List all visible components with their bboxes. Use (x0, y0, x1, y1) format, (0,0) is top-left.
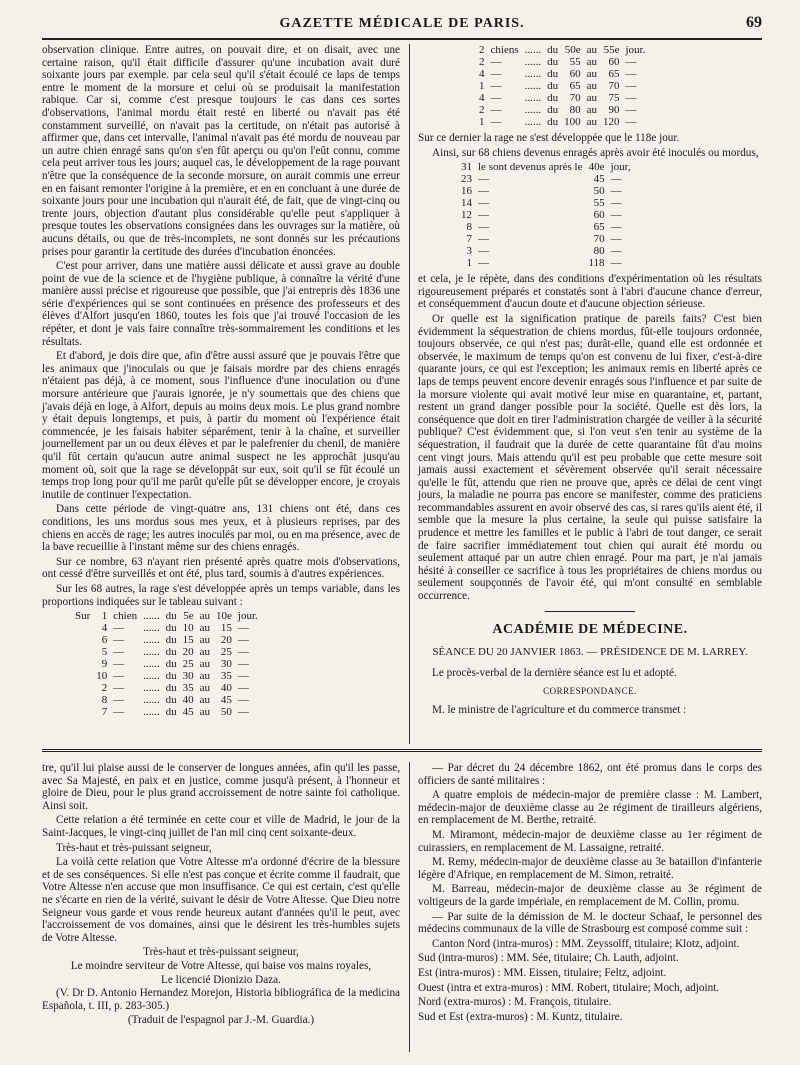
table-cell: du (547, 104, 559, 116)
table-row (72, 634, 261, 646)
table-cell: au (586, 80, 597, 92)
table-cell: 1 (466, 257, 472, 270)
paragraph: Sur les 68 autres, la rage s'est développée après un temps variable, dans les proportions indiquées sur le tableau suivant : (42, 582, 400, 608)
table-cell: — (113, 682, 125, 695)
session-line: SÉANCE DU 20 JANVIER 1863. — PRÉSIDENCE DE M. LARREY. (432, 646, 748, 659)
table-cell: 16 (461, 185, 472, 198)
table-cell: 40e (588, 161, 605, 174)
table-row (476, 44, 648, 56)
table-cell: — (113, 706, 125, 719)
table-cell: — (490, 116, 502, 128)
table-cell: ...... (524, 56, 542, 68)
column-divider-lower (409, 762, 410, 1052)
column-lower-right (418, 762, 762, 1025)
paragraph: M. Barreau, médecin-major de deuxième classe au 3e régiment de voltigeurs de la garde impériale, en remplacement de M. Collin, promu. (418, 883, 762, 908)
section-divider (42, 749, 762, 752)
table-cell: — (610, 245, 622, 258)
table-cell (72, 670, 93, 682)
paragraph: A quatre emplois de médecin-major de première classe : M. Lambert, médecin-major de deuxième classe au 2e régiment de tirailleurs algériens, en remplacement de M. Berthe, retraité. (418, 789, 762, 827)
table-cell: 2 (479, 44, 485, 56)
table-cell: 30 (220, 658, 232, 671)
table-cell: 3 (466, 245, 472, 258)
table-cell: ...... (524, 80, 542, 92)
table-cell: — (237, 670, 249, 683)
table-cell: — (610, 257, 622, 270)
table-cell: — (490, 80, 502, 92)
table-cell: du (547, 92, 559, 104)
table-cell: 55e (603, 44, 620, 56)
table-cell: 50e (564, 44, 581, 56)
table-cell: 4 (101, 622, 108, 635)
paragraph: C'est pour arriver, dans une matière aussi délicate et aussi grave au double point de vue de la science et de l'hygiène publique, à connaître la vérité d'une manière aussi précise et rigoureuse que possible, que j'ai entrepris dès 1836 une série d'expériences qui se sont continuées en présence des professeurs et des élèves d'Alfort jusqu'en 1860, toutes les fois que j'ai trouvé l'occasion de les répéter, et dont je vais faire connaître très-sommairement les conditions et les résultats. (42, 260, 400, 348)
table-cell: 60 (593, 209, 605, 222)
table-cell: au (199, 658, 210, 671)
table-cell: 9 (101, 658, 108, 671)
table-cell: 25 (182, 658, 194, 671)
table-cell: Sur (75, 610, 91, 623)
table-cell: 1 (101, 610, 108, 623)
table-cell: — (490, 56, 502, 68)
table-cell: — (625, 80, 637, 92)
table-cell: — (113, 658, 125, 671)
table-cell: — (478, 173, 489, 186)
table-cell: — (478, 209, 489, 222)
table-cell: 2 (479, 104, 485, 116)
table-cell: ...... (143, 706, 160, 719)
table-cell: au (199, 682, 210, 695)
table-cell: — (478, 185, 489, 198)
paragraph: Et d'abord, je dois dire que, afin d'être aussi assuré que je pouvais l'être que les animaux que j'inoculais ou que je faisais mordre par des chiens enragés n'étaient pas déjà, à ce moment, sous l'influence d'une inoculation ou d'une morsure antérieure que j'aurais ignorée, je n'y soumettais que des chiens que j'avais déjà en loge, à Alfort, depuis au moins deux mois. Le plus grand nombre y était depuis longtemps, et puis, à partir du moment où l'expérience était commencée, je les faisais habiter séparément, tenir à la chaîne, et surveiller journellement par un ou deux élèves et par le palefrenier du chenil, de manière qu'il fût certain qu'aucun autre animal suspect ne les approchât jusqu'au moment où, soit que la rage se développât sur eux, soit qu'il se fût écoulé un temps trop long pour qu'il me parût qu'elle pût se développer encore, je croyais inutile de continuer l'expectation. (42, 350, 400, 501)
table-cell (72, 682, 93, 694)
table-cell: — (478, 233, 489, 246)
table-row (458, 233, 634, 245)
table-row (476, 92, 648, 104)
table-cell: — (113, 670, 125, 683)
table-cell: jour. (237, 610, 258, 623)
table-cell: — (490, 92, 502, 104)
table-cell: du (547, 116, 559, 128)
table-cell: du (165, 646, 177, 659)
table-cell: au (199, 694, 210, 707)
column-divider (409, 44, 410, 744)
table-cell: ...... (143, 622, 160, 635)
table-cell: du (547, 80, 559, 92)
section-heading: ACADÉMIE DE MÉDECINE. (492, 621, 688, 637)
table-cell: — (237, 622, 249, 635)
table-cell: 5 (101, 646, 108, 659)
table-cell: du (165, 694, 177, 707)
table-cell: du (547, 44, 559, 56)
table-cell: du (165, 670, 177, 683)
paragraph: Très-haut et très-puissant seigneur, (56, 841, 212, 854)
paragraph: M. le ministre de l'agriculture et du commerce transmet : (432, 704, 687, 716)
table-cell: 70 (593, 233, 605, 246)
table-cell: 31 (461, 161, 472, 174)
table-cell: 20 (182, 646, 194, 659)
table-cell: 55 (593, 197, 605, 210)
table-cell: au (199, 670, 210, 683)
table-cell: 60 (569, 68, 581, 80)
table-cell (72, 634, 93, 646)
table-cell: — (478, 257, 489, 270)
table-cell: du (165, 682, 177, 695)
table-cell: — (625, 92, 637, 104)
table-cell: — (625, 116, 637, 128)
table-cell: 10 (182, 622, 194, 635)
table-cell: 40 (182, 694, 194, 707)
paragraph: M. Miramont, médecin-major de deuxième classe au 1er régiment de cuirassiers, en remplacement de M. Lassaigne, retraité. (418, 828, 762, 854)
table-cell: — (610, 197, 622, 210)
table-cell: 2 (101, 682, 108, 695)
table-cell: 4 (479, 92, 485, 104)
table-cell: — (237, 634, 249, 647)
table-cell: 10e (216, 610, 232, 623)
paragraph: M. Remy, médecin-major de deuxième classe au 3e bataillon d'infanterie légère d'Afrique, en remplacement de M. Simon, retraité. (418, 856, 762, 881)
table-cell: 15 (182, 634, 194, 647)
table-cell: — (113, 622, 125, 635)
table-cell: au (199, 610, 210, 623)
table-cell: 12 (461, 209, 472, 222)
table-cell: 10 (96, 670, 108, 683)
table-cell: ...... (524, 116, 542, 128)
table-cell: — (610, 185, 622, 198)
table-cell: 40 (220, 682, 232, 695)
table-cell: — (478, 221, 489, 234)
page-number: 69 (746, 14, 762, 31)
table-cell: — (113, 634, 125, 647)
table-cell: au (586, 56, 597, 68)
table-cell: — (625, 68, 637, 80)
table-cell: au (586, 116, 597, 128)
table-cell: du (165, 622, 177, 635)
list-item: Sud (intra-muros) : MM. Sée, titulaire; Ch. Lauth, adjoint. (418, 952, 679, 965)
table-cell: ...... (143, 658, 160, 671)
table-cell: du (165, 610, 177, 623)
paragraph: Cette relation a été terminée en cette cour et ville de Madrid, le jour de la Saint-Jacques, le vingt-cinq juillet de l'an mil cinq cent soixante-deux. (42, 814, 400, 839)
signature-line: Le moindre serviteur de Votre Altesse, qui baise vos mains royales, (70, 959, 372, 972)
table-cell: 8 (466, 221, 472, 234)
rule (545, 611, 635, 612)
incubation-table-part1 (72, 610, 261, 718)
table-cell (72, 646, 93, 658)
table-cell: — (610, 233, 622, 246)
table-cell: du (165, 634, 177, 647)
table-cell: ...... (143, 646, 160, 659)
list-item: Canton Nord (intra-muros) : MM. Zeyssolff, titulaire; Klotz, adjoint. (432, 937, 740, 950)
table-cell (72, 706, 93, 718)
table-cell: 6 (101, 634, 108, 647)
column-upper-left (42, 44, 400, 722)
table-cell: 15 (220, 622, 232, 635)
table-cell (72, 658, 93, 670)
table-row (458, 257, 634, 269)
list-item: Sud et Est (extra-muros) : M. Kuntz, titulaire. (418, 1010, 623, 1023)
table-cell: 50 (593, 185, 605, 198)
paragraph: Or quelle est la signification pratique de pareils faits? C'est bien évidemment la séquestration de chiens mordus, fût-elle toujours ordonnée, toujours observée, ce qui n'est pas; durât-elle, quand elle est ordonnée et observée, le maximum de temps qu'on est convenu de lui fixer, c'est-à-dire quarante jours, ce qui est l'exception; les animaux remis en liberté après ce laps de temps peuvent encore devenir enragés sous l'influence et par suite de la morsure violente qui avait motivé leur mise en quarantaine, et, partant, restent un grand danger possible pour la société. Quelle est dès lors, la conséquence que doit en tirer l'administration chargée de veiller à la sécurité publique? C'est évidemment que, si l'on veut s'en tenir au système de la séquestration, il faudrait que la durée de cette quarantaine fût d'au moins cent vingt jours. Mais attendu qu'il est peu probable que cette mesure soit jamais aussi exactement et sévèrement observée qu'il serait nécessaire qu'elle le fût, attendu que rien ne prouve que, après ce délai de cent vingt jours, la maladie ne pourra pas encore se manifester, comme des praticiens recommandables assurent en avoir observé des cas, si rares qu'ils aient été, il semble que la mesure la plus certaine, la seule qui puisse satisfaire la prudence et mettre les familles et le public à l'abri de tout danger, ce serait de faire sacrifier immédiatement tout chien qui aurait été mordu ou seulement attaqué par un autre chien enragé. Pour ma part, je n'ai jamais hésité à conseiller ce sacrifice à tous les propriétaires de chiens mordus ou seulement soupçonnés de l'avoir été, qui m'ont consulté en semblable occurrence. (418, 312, 762, 603)
signature-line: Le licencié Dionizio Daza. (161, 973, 281, 986)
table-row (476, 104, 648, 116)
table-row (72, 694, 261, 706)
table-row (72, 706, 261, 718)
table-cell: — (237, 682, 249, 695)
table-cell: au (199, 646, 210, 659)
paragraph: — Par décret du 24 décembre 1862, ont été promus dans le corps des officiers de santé militaires : (418, 762, 762, 787)
table-cell: 35 (220, 670, 232, 683)
table-cell: — (237, 694, 249, 707)
table-cell: — (625, 104, 637, 116)
table-row (476, 80, 648, 92)
list-item: Ouest (intra et extra-muros) : MM. Robert, titulaire; Moch, adjoint. (418, 981, 720, 994)
citation: (V. Dr D. Antonio Hernandez Morejon, Historia bibliográfica de la medicina Española, t. III, p. 283-305.) (42, 987, 400, 1012)
table-cell: au (586, 68, 597, 80)
table-cell: — (113, 694, 125, 707)
table-cell: ...... (143, 610, 160, 623)
table-cell: 45 (593, 173, 605, 186)
table-cell: 65 (569, 80, 581, 92)
table-cell (72, 694, 93, 706)
table-cell: — (237, 706, 249, 719)
table-cell: 8 (101, 694, 108, 707)
paragraph: Sur ce nombre, 63 n'ayant rien présenté après quatre mois d'observations, ont cessé d'être surveillés et ont été, plus tard, soumis à d'autres expériences. (42, 555, 400, 581)
table-row (458, 173, 634, 185)
table-cell: 70 (569, 92, 581, 104)
table-cell: du (165, 706, 177, 719)
paragraph: observation clinique. Entre autres, on pouvait dire, et on disait, avec une certaine raison, qu'il était difficile d'assurer qu'une incubation avait duré soixante jours par exemple. par cela seul qu'il s'était écoulé ce laps de temps entre le moment de la morsure et celui où se produisait la manifestation rabique. Car si, comme c'est presque toujours le cas dans ces sortes d'observations, l'animal mordu était resté en liberté ou n'avait pas été constamment surveillé, on n'avait pas la certitude, on n'était pas autorisé à affirmer que, dans cet intervalle, l'animal n'avait pas été mordu de nouveau par un autre chien enragé sans qu'on s'en fût aperçu ou qu'on l'eût connu, comme cela peut arriver tous les jours; auquel cas, le développement de la rage pouvant n'être que la conséquence de la seconde morsure, on aurait commis une erreur en en faisant remonter l'origine à la première, et en en concluant à une durée de soixante jours pour une incubation qui n'aurait été, de fait, que de vingt-cinq ou trente jours, objection d'autant plus considérable qu'elle peut s'appliquer à presque toutes les observations consignées dans les ouvrages sur la matière, où aucuns détails, ou que de très-incomplets, ne sont donnés sur les précautions prises pour garantir la certitude des durées d'incubation énoncées. (42, 44, 400, 258)
paragraph: La voilà cette relation que Votre Altesse m'a ordonné d'écrire de la blessure et de ses conséquences. Si elle n'est pas conçue et écrite comme il faudrait, que Votre Altesse n'en accuse que mon insuffisance. Ce qui est certain, c'est qu'elle ne s'écarte en rien de la vérité, suivant le désir de Votre Altesse. Que Dieu notre Seigneur vous garde et vous rende heureux autant d'années qu'il le peut, avec l'accroissement de vos domaines, ainsi que le désirent les très-humbles sujets de Votre Altesse. (42, 856, 400, 944)
table-row (458, 221, 634, 233)
table-cell: au (199, 706, 210, 719)
table-cell: 75 (608, 92, 620, 104)
incubation-table-part2 (476, 44, 648, 128)
table-row (72, 646, 261, 658)
table-cell: ...... (524, 92, 542, 104)
paragraph: et cela, je le répète, dans des conditions d'expérimentation où les résultats rigoureusement préparés et constatés sont à l'abri d'aucune chance d'erreur, et conséquemment d'aucun doute et d'aucune objection sérieuse. (418, 273, 762, 311)
table-cell: 80 (593, 245, 605, 258)
table-cell: 50 (220, 706, 232, 719)
table-cell: — (625, 56, 637, 68)
table-cell: du (547, 68, 559, 80)
table-row (476, 116, 648, 128)
paragraph: Ainsi, sur 68 chiens devenus enragés après avoir été inoculés ou mordus, (432, 146, 759, 159)
table-cell: jour, (610, 161, 631, 174)
table-cell: au (199, 634, 210, 647)
table-row (476, 56, 648, 68)
table-cell: — (478, 245, 489, 258)
table-cell: 1 (479, 116, 485, 128)
table-cell: 120 (603, 116, 620, 128)
table-cell: 65 (593, 221, 605, 234)
table-row (72, 622, 261, 634)
list-item: Nord (extra-muros) : M. François, titulaire. (418, 996, 612, 1009)
table-cell: 45 (220, 694, 232, 707)
table-cell: 5e (183, 610, 194, 623)
table-cell: 60 (608, 56, 620, 68)
table-cell: 100 (564, 116, 581, 128)
table-cell: 65 (608, 68, 620, 80)
table-cell: — (113, 646, 125, 659)
list-item: Est (intra-muros) : MM. Eissen, titulaire; Feltz, adjoint. (418, 966, 667, 979)
table-cell: 70 (608, 80, 620, 92)
table-cell: 23 (461, 173, 472, 186)
paragraph: Sur ce dernier la rage ne s'est développée que le 118e jour. (418, 132, 680, 144)
table-cell: 14 (461, 197, 472, 210)
paragraph: — Par suite de la démission de M. le docteur Schaaf, le personnel des médecins communaux de la ville de Strasbourg est composé comme suit : (418, 910, 762, 936)
table-cell: ...... (143, 694, 160, 707)
table-row (72, 610, 261, 622)
table-cell: — (490, 104, 502, 116)
table-cell: — (490, 68, 502, 80)
table-row (72, 682, 261, 694)
column-lower-left (42, 762, 400, 1028)
table-cell: 80 (569, 104, 581, 116)
table-cell: ...... (143, 670, 160, 683)
table-cell: jour. (625, 44, 646, 56)
table-cell: ...... (143, 682, 160, 695)
table-cell: du (547, 56, 559, 68)
table-cell: 7 (466, 233, 472, 246)
table-cell: — (237, 646, 249, 659)
table-cell: 25 (220, 646, 232, 659)
table-cell: chiens (490, 44, 519, 56)
table-row (458, 197, 634, 209)
signature-line: Très-haut et très-puissant seigneur, (143, 946, 299, 959)
table-cell: — (610, 221, 622, 234)
table-cell: le sont devenus après le (478, 161, 583, 174)
table-row (476, 68, 648, 80)
table-cell: au (199, 622, 210, 635)
paragraph: Le procès-verbal de la dernière séance est lu et adopté. (432, 666, 677, 679)
page-header (42, 14, 762, 40)
table-cell (72, 622, 93, 634)
table-cell: chien (113, 610, 138, 623)
table-row (458, 161, 634, 173)
subheading: CORRESPONDANCE. (543, 686, 637, 697)
table-cell: — (610, 173, 622, 186)
translator-line: (Traduit de l'espagnol par J.-M. Guardia.) (127, 1014, 315, 1027)
table-cell: 1 (479, 80, 485, 92)
table-cell: 20 (220, 634, 232, 647)
table-row (458, 209, 634, 221)
table-cell: 45 (182, 706, 194, 719)
table-row (72, 658, 261, 670)
paragraph: tre, qu'il lui plaise aussi de le conserver de longues années, afin qu'il les passe, avec Sa Majesté, en paix et en justice, comme jusqu'à présent, à l'honneur et gloire de Dieu, pour le plus grand accroissement de notre sainte foi catholique. Ainsi soit. (42, 762, 400, 812)
table-cell: — (237, 658, 249, 671)
table-cell: 7 (101, 706, 108, 719)
table-cell: 90 (608, 104, 620, 116)
table-cell: 4 (479, 68, 485, 80)
table-cell: ...... (143, 634, 160, 647)
table-cell: ...... (524, 44, 542, 56)
table-cell: — (610, 209, 622, 222)
table-cell: au (586, 44, 597, 56)
table-cell: 35 (182, 682, 194, 695)
table-cell: du (165, 658, 177, 671)
paragraph: Dans cette période de vingt-quatre ans, 131 chiens ont été, dans ces conditions, les uns mordus sous mes yeux, et à plusieurs reprises, par des chiens en accès de rage; les autres inoculés par moi, ou en ma présence, avec de la bave recueillie à l'instant même sur des chiens enragés. (42, 503, 400, 554)
journal-title: GAZETTE MÉDICALE DE PARIS. (279, 16, 525, 31)
table-cell: au (586, 92, 597, 104)
table-cell: ...... (524, 104, 542, 116)
table-row (72, 670, 261, 682)
table-row (458, 245, 634, 257)
table-cell: au (586, 104, 597, 116)
cumulative-table (458, 161, 634, 269)
table-cell: 55 (569, 56, 581, 68)
table-cell: 30 (182, 670, 194, 683)
column-upper-right (418, 44, 762, 719)
table-cell: ...... (524, 68, 542, 80)
table-row (458, 185, 634, 197)
table-cell: — (478, 197, 489, 210)
table-cell: 118 (588, 257, 605, 270)
table-cell: 2 (479, 56, 485, 68)
